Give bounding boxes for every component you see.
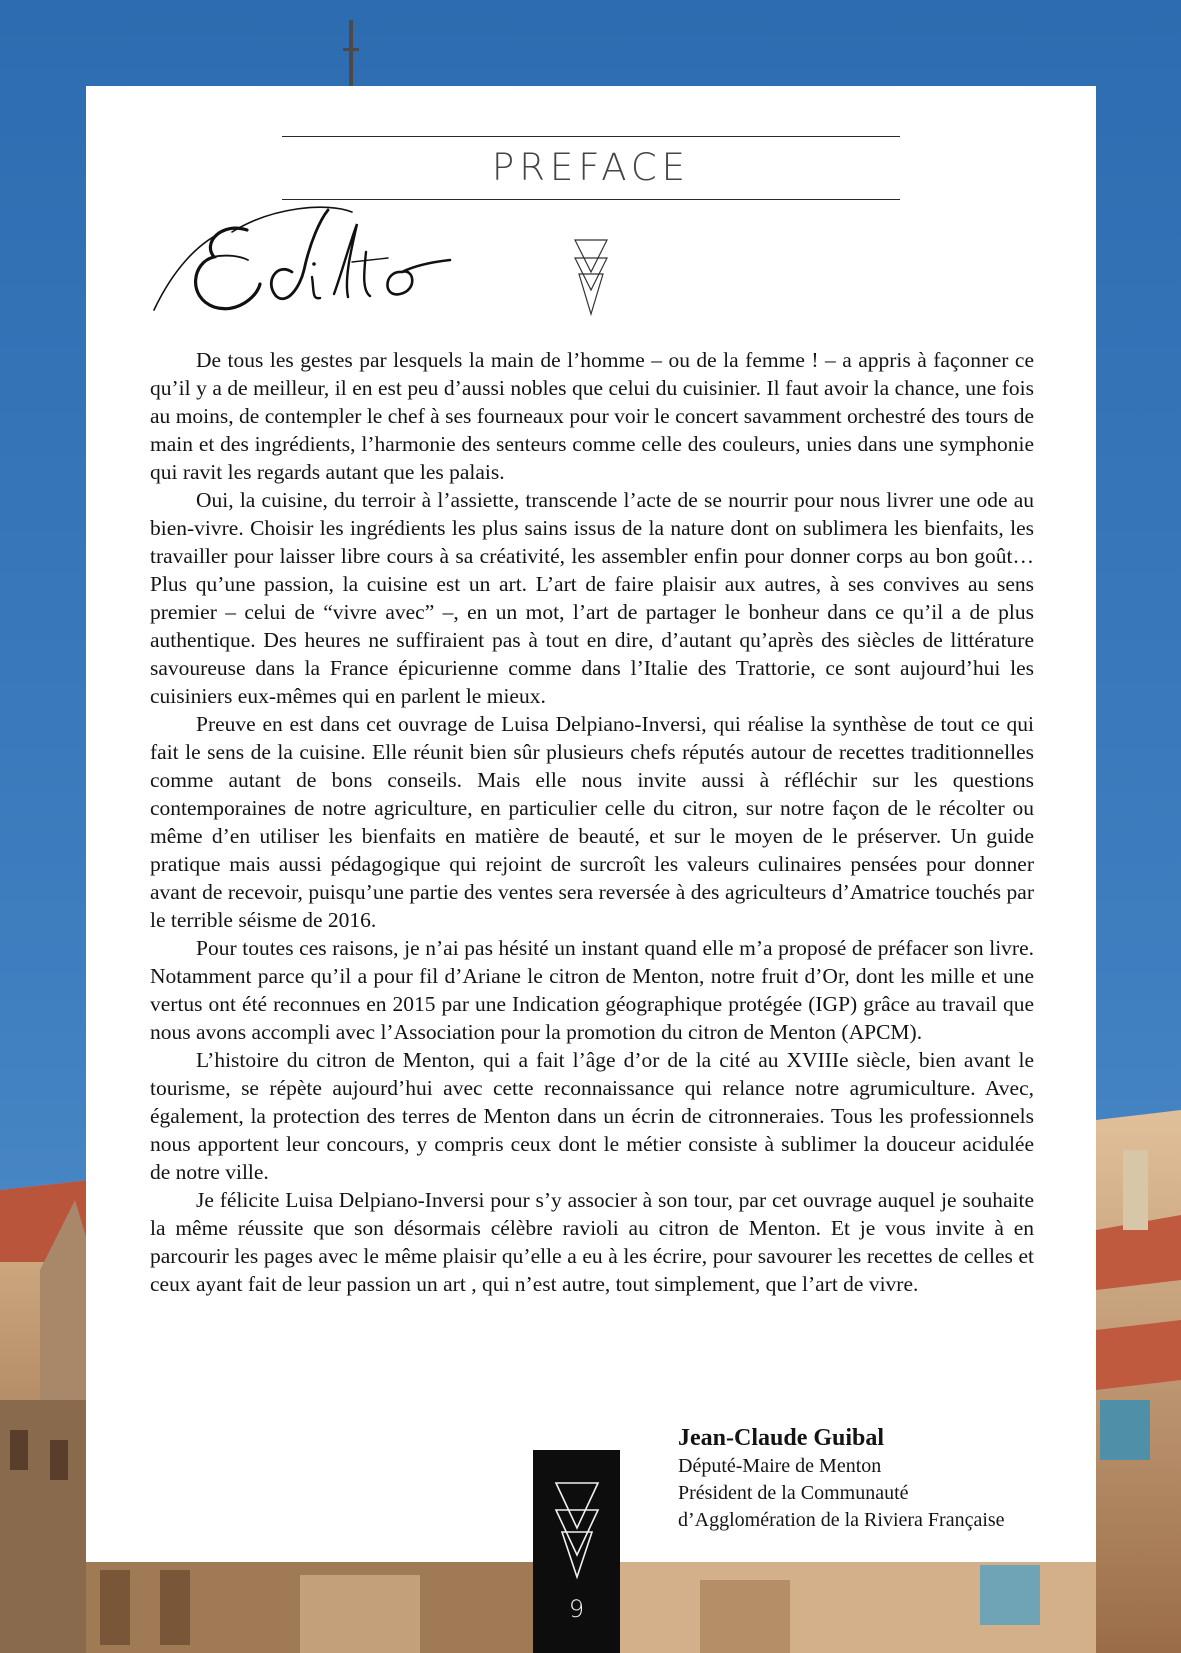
preface-card <box>86 86 1096 1562</box>
edito-logo-text: Edito <box>152 202 155 203</box>
paragraph-2: Oui, la cuisine, du terroir à l’assiette, transcende l’acte de se nourrir pour nous livrer une ode au bien-vivre. Choisir les ingrédients les plus sains issus de la nature dont on sublimera les bienfaits, les travailler pour laisser libre cours à sa créativité, les assembler enfin pour donner corps au bon goût… Plus qu’une passion, la cuisine est un art. L’art de faire plaisir aux autres, à ses convives au sens premier – celui de “vivre avec” –, en un mot, l’art de partager le bonheur dans ce qu’il a de plus authentique. Des heures ne suffiraient pas à tout en dire, d’autant qu’après des siècles de littérature savoureuse dans la France épicurienne comme dans l’Italie des Trattorie, ce sont aujourd’hui les cuisiniers eux-mêmes qui en parlent le mieux. <box>150 488 1034 708</box>
paragraph-6: Je félicite Luisa Delpiano-Inversi pour s’y associer à son tour, par cet ouvrage auquel je souhaite la même réussite que son désormais célèbre ravioli au citron de Menton. Et je vous invite à en parcourir les pages avec le même plaisir qu’elle a eu à les écrire, pour savourer les recettes de celles et ceux ayant fait de leur passion un art , qui n’est autre, tout simplement, que l’art de vivre. <box>150 1188 1034 1296</box>
paragraph-1: De tous les gestes par lesquels la main de l’homme – ou de la femme ! – a appris à façonner ce qu’il y a de meilleur, il en est peu d’aussi nobles que celui du cuisinier. Il faut avoir la chance, une fois au moins, de contempler le chef à ses fourneaux pour voir le concert savamment orchestré des tours de main et des ingrédients, l’harmonie des senteurs comme celle des couleurs, unies dans une symphonie qui ravit les regards autant que les palais. <box>150 348 1034 484</box>
signature-name: Jean-Claude Guibal <box>678 1425 885 1451</box>
title-rule-top <box>282 136 900 137</box>
paragraph-3: Preuve en est dans cet ouvrage de Luisa Delpiano-Inversi, qui réalise la synthèse de tout ce qui fait le sens de la cuisine. Elle réunit bien sûr plusieurs chefs réputés autour de recettes traditionnelles comme autant de bons conseils. Mais elle nous invite aussi à réfléchir sur les questions contemporaines de notre agriculture, en particulier celle du citron, sur notre façon de le récolter ou même d’en utiliser les bienfaits en matière de beauté, et sur le moyen de le préserver. Un guide pratique mais aussi pédagogique qui rejoint de surcroît les valeurs culinaires pensées pour donner avant de recevoir, puisqu’une partie des ventes sera reversée à des agriculteurs d’Amatrice touchés par le terrible séisme de 2016. <box>150 712 1034 932</box>
signature-title-3: d’Agglomération de la Riviera Française <box>678 1509 1005 1531</box>
page-number: 9 <box>568 1595 585 1623</box>
signature-title-2: Président de la Communauté <box>678 1482 909 1504</box>
page-number-tab <box>533 1450 620 1653</box>
paragraph-5: L’histoire du citron de Menton, qui a fait l’âge d’or de la cité au XVIIIe siècle, bien avant le tourisme, se répète aujourd’hui avec cette reconnaissance qui relance notre agrumiculture. Avec, également, la protection des terres de Menton dans un écrin de citronneraies. Tous les professionnels nous apportent leur concours, y compris ceux dont le métier consiste à sublimer la douceur acidulée de notre ville. <box>150 1048 1034 1184</box>
edito-script-logo <box>152 202 452 322</box>
preface-body <box>150 346 1034 1298</box>
triangle-emblem-icon <box>571 238 611 318</box>
signature-block <box>678 1423 1078 1534</box>
paragraph-4: Pour toutes ces raisons, je n’ai pas hésité un instant quand elle m’a proposé de préfacer son livre. Notamment parce qu’il a pour fil d’Ariane le citron de Menton, notre fruit d’Or, dont les mille et une vertus ont été reconnues en 2015 par une Indication géographique protégée (IGP) grâce au travail que nous avons accompli avec l’Association pour la promotion du citron de Menton (APCM). <box>150 936 1034 1044</box>
title-rule-bottom <box>282 199 900 200</box>
page-title: PREFACE <box>491 146 691 189</box>
triangle-emblem-icon <box>553 1480 601 1580</box>
signature-title-1: Député-Maire de Menton <box>678 1455 882 1477</box>
